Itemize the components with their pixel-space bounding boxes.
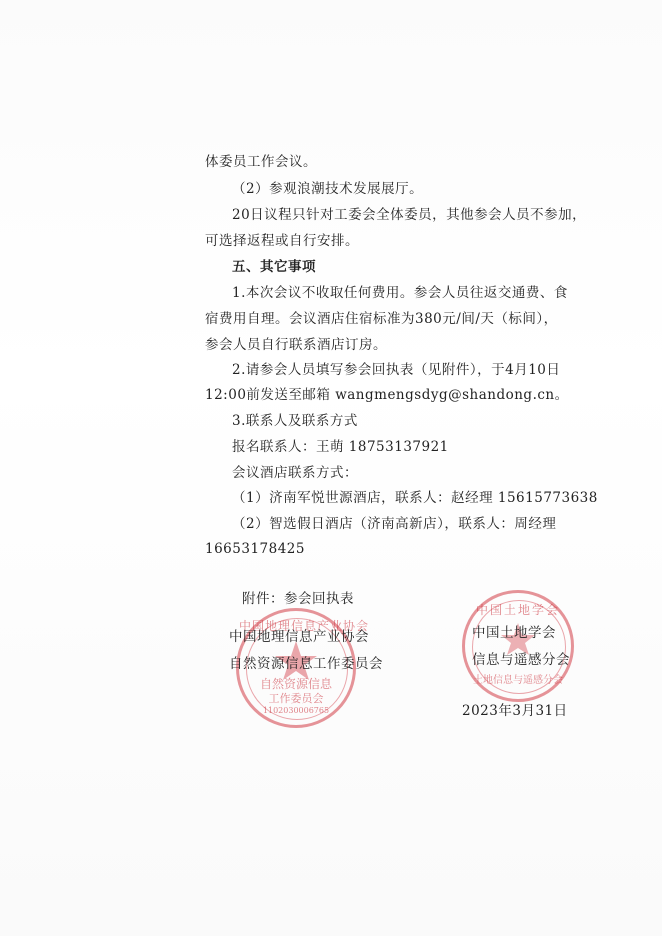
seal-text: 工作委员会 — [268, 692, 324, 705]
body-line: 宿费用自理。会议酒店住宿标准为380元/间/天（标间）， — [205, 311, 558, 327]
body-line: 报名联系人：王萌 18753137921 — [232, 439, 449, 455]
body-line: 3.联系人及联系方式 — [232, 413, 358, 429]
body-line: 20日议程只针对工委会全体委员，其他参会人员不参加， — [232, 207, 587, 223]
body-line: 12:00前发送至邮箱 wangmengsdyg@shandong.cn。 — [205, 387, 569, 403]
body-line: 会议酒店联系方式： — [232, 465, 358, 481]
body-line: （2）参观浪潮技术发展展厅。 — [232, 181, 424, 197]
attachment-note: 附件：参会回执表 — [242, 591, 354, 607]
right-org-branch: 信息与遥感分会 — [472, 652, 570, 668]
section-heading: 五、其它事项 — [232, 259, 316, 275]
body-line: （1）济南军悦世源酒店，联系人：赵经理 15615773638 — [232, 490, 598, 506]
body-line: 可选择返程或自行安排。 — [205, 233, 359, 249]
body-line: 1.本次会议不收取任何费用。参会人员往返交通费、食 — [232, 285, 568, 301]
body-line: （2）智选假日酒店（济南高新店），联系人：周经理 — [232, 516, 557, 532]
left-org-committee: 自然资源信息工作委员会 — [229, 656, 383, 672]
right-org-name: 中国土地学会 — [472, 625, 556, 641]
body-line: 16653178425 — [205, 541, 305, 557]
body-line: 参会人员自行联系酒店订房。 — [205, 337, 387, 353]
document-date: 2023年3月31日 — [462, 703, 568, 719]
seal-number: 1102030006765 — [262, 706, 330, 715]
body-line: 2.请参会人员填写参会回执表（见附件），于4月10日 — [232, 362, 561, 378]
seal-ring-text: 中国地理信息产业协会 — [239, 619, 370, 633]
left-org-name: 中国地理信息产业协会 — [229, 629, 369, 645]
seal-text: 土地信息与遥感分会 — [473, 675, 563, 686]
seal-text: 自然资源信息 — [259, 677, 332, 691]
right-seal — [462, 590, 574, 702]
body-line: 体委员工作会议。 — [205, 154, 317, 170]
seal-ring-text: 中国土地学会 — [475, 603, 560, 617]
